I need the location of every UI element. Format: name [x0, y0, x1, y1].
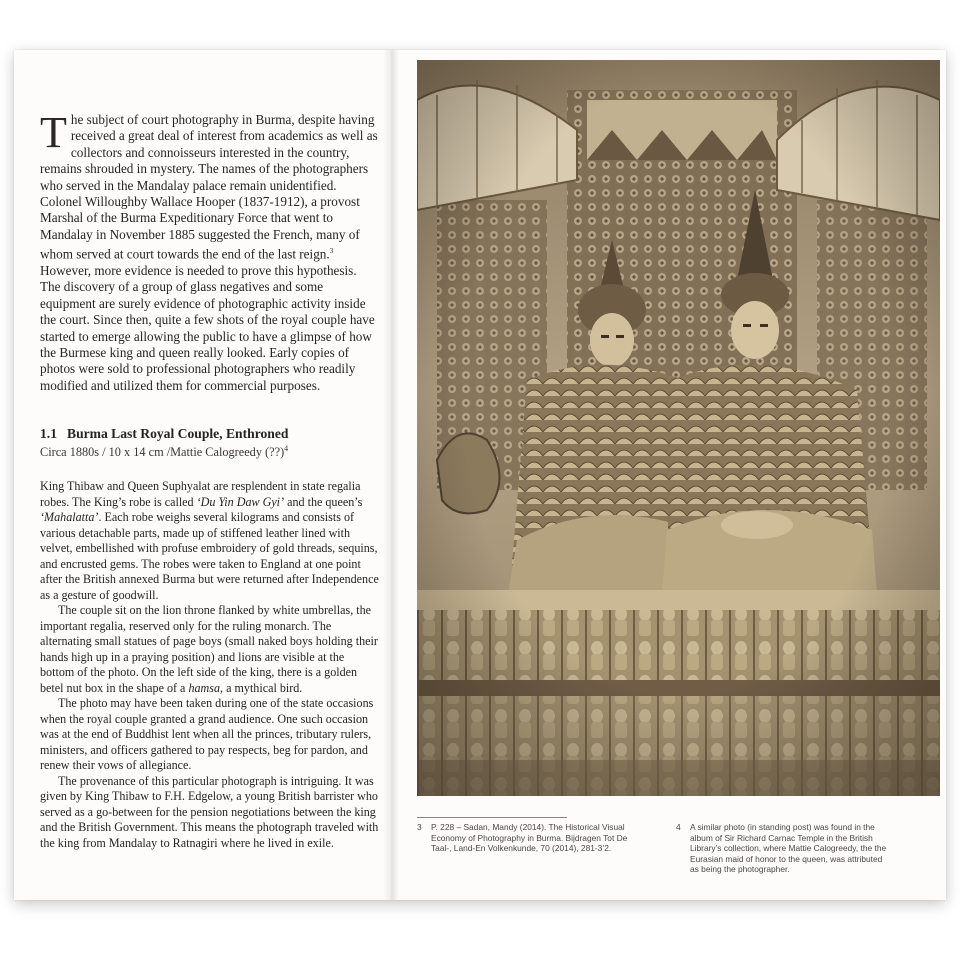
body-paragraph-2 [40, 603, 380, 696]
body-p1-text: and the queen’s [284, 494, 363, 509]
section-number: 1.1 [40, 426, 57, 441]
intro-text-continued: However, more evidence is needed to prove this hypothesis. The discovery of a group of glass negatives and some equipment are surely evidence of photographic activity inside the court. Since then, quite a few shots of the royal couple have started to emerge allowing the public to have a glimpse of how the Burmese king and queen really looked. Early copies of photos were sold to professional photographers who readily modified and utilized them for commercial purposes. [40, 263, 375, 393]
body-p2-text: , a mythical bird. [220, 680, 303, 695]
section-caption [40, 444, 380, 460]
body-paragraph-3: The photo may have been taken during one of the state occasions when the royal couple granted a grand audience. One such occasion was at the end of Buddhist lent when all the princes, tributary rulers, ministers, and officers gathered to pay respects, beg for pardon, and renew their vows of allegiance. [40, 696, 374, 772]
intro-text: he subject of court photography in Burma, despite having received a great deal of interest from academics as well as collectors and connoisseurs interested in the country, remains shrouded in mystery. The names of the photographers who served in the Mandalay palace remain unidentified. Colonel Willoughby Wallace Hooper (1837-1912), a provost Marshal of the Burma Expeditionary Force that went to Mandalay in November 1885 suggested the French, many of whom served at court towards the end of the last reign. [40, 112, 378, 262]
body-paragraph-4: The provenance of this particular photograph is intriguing. It was given by King Thibaw to F.H. Edgelow, a young British barrister who served as a go-between for the pension negotiations between the king and the British Government. This means the photograph traveled with the king from Mandalay to Ratnagiri where he lived in exile. [40, 773, 379, 850]
body-paragraph-1 [40, 479, 380, 603]
footnote-rule [417, 817, 567, 818]
footnote-number: 4 [676, 822, 681, 832]
intro-paragraph [40, 108, 380, 394]
section-subtitle: Circa 1880s / 10 x 14 cm /Mattie Calogreedy (??) [40, 445, 285, 460]
kings-robe-name: ‘Du Yin Daw Gyi’ [196, 494, 285, 509]
footnote-4 [676, 822, 890, 875]
drop-cap: T [40, 108, 67, 157]
footnote-text: P. 228 – Sadan, Mandy (2014). The Historical Visual Economy of Photography in Burma. Bijdragen Tot De Taal-, Land-En Volkenkunde, 70 (2014), 281-3’2. [431, 822, 628, 854]
section-title: Burma Last Royal Couple, Enthroned [67, 426, 289, 441]
body-p1-text: King Thibaw and Queen Suphyalat are resplendent in state regalia robes. The King’s robe is called [40, 479, 361, 509]
body-p1-text: . Each robe weighs several kilograms and consists of various detachable parts, made up of stiffened leather lined with velvet, embellished with profuse embroidery of gold threads, sequins, and encrusted gems. The robes were taken to England at one point after the British annexed Burma but were returned after Independence as a gesture of goodwill. [40, 510, 379, 602]
body-p2-text: The couple sit on the lion throne flanked by white umbrellas, the important regalia, reserved only for the ruling monarch. The alternating small statues of page boys (small naked boys holding their hands high up in a praying position) and lions are visible at the bottom of the photo. On the left side of the king, there is a golden betel nut box in the shape of a [40, 603, 378, 695]
footnote-number: 3 [417, 822, 422, 832]
section-heading [40, 426, 380, 442]
body-text [40, 479, 380, 851]
photograph-image [417, 60, 940, 796]
royal-couple-photograph [417, 60, 940, 796]
book-gutter [383, 50, 399, 900]
queens-robe-name: ‘Mahalatta’ [40, 510, 99, 524]
hamsa-term: hamsa [188, 680, 221, 695]
footnote-ref-3[interactable]: 3 [329, 247, 334, 256]
footnote-ref-4[interactable]: 4 [284, 444, 289, 453]
footnote-text: A similar photo (in standing post) was found in the album of Sir Richard Carnac Temple in the British Library’s collection, where Mattie Calogreedy, the the Eurasian maid of honor to the queen, was attributed as being the photographer. [690, 822, 887, 875]
footnote-3 [417, 822, 631, 854]
